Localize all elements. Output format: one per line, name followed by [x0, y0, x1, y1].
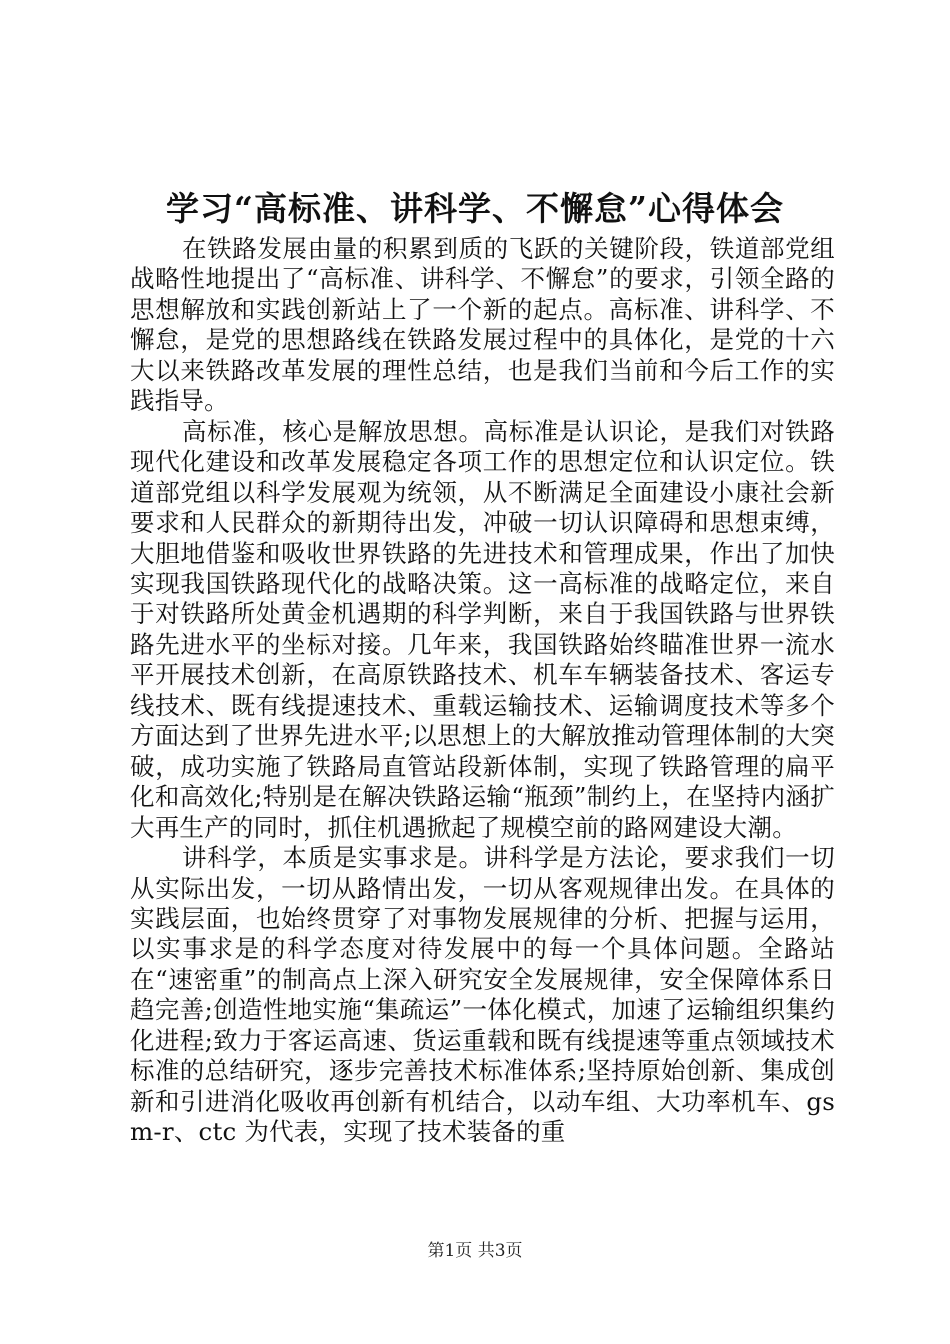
document-title: 学习“高标准、讲科学、不懈怠”心得体会	[166, 189, 784, 228]
paragraph-high-standard: 高标准，核心是解放思想。高标准是认识论，是我们对铁路现代化建设和改革发展稳定各项工作的思想定位和认识定位。铁道部党组以科学发展观为统领，从不断满足全面建设小康社会新要求和人民群众的新期待出发，冲破一切认识障碍和思想束缚，大胆地借鉴和吸收世界铁路的先进技术和管理成果，作出了加快实现我国铁路现代化的战略决策。这一高标准的战略定位，来自于对铁路所处黄金机遇期的科学判断，来自于我国铁路与世界铁路先进水平的坐标对接。几年来，我国铁路始终瞄准世界一流水平开展技术创新，在高原铁路技术、机车车辆装备技术、客运专线技术、既有线提速技术、重载运输技术、运输调度技术等多个方面达到了世界先进水平;以思想上的大解放推动管理体制的大突破，成功实施了铁路局直管站段新体制，实现了铁路管理的扁平化和高效化;特别是在解决铁路运输“瓶颈”制约上，在坚持内涵扩大再生产的同时，抓住机遇掀起了规模空前的路网建设大潮。	[130, 416, 835, 842]
paragraph-intro: 在铁路发展由量的积累到质的飞跃的关键阶段，铁道部党组战略性地提出了“高标准、讲科学、不懈怠”的要求，引领全路的思想解放和实践创新站上了一个新的起点。高标准、讲科学、不懈怠，是党的思想路线在铁路发展过程中的具体化，是党的十六大以来铁路改革发展的理性总结，也是我们当前和今后工作的实践指导。	[130, 234, 835, 416]
paragraph-science: 讲科学，本质是实事求是。讲科学是方法论，要求我们一切从实际出发，一切从路情出发，一切从客观规律出发。在具体的实践层面，也始终贯穿了对事物发展规律的分析、把握与运用，以实事求是的科学态度对待发展中的每一个具体问题。全路站在“速密重”的制高点上深入研究安全发展规律，安全保障体系日趋完善;创造性地实施“集疏运”一体化模式，加速了运输组织集约化进程;致力于客运高速、货运重载和既有线提速等重点领域技术标准的总结研究，逐步完善技术标准体系;坚持原始创新、集成创新和引进消化吸收再创新有机结合，以动车组、大功率机车、gsm-r、ctc 为代表，实现了技术装备的重	[130, 843, 835, 1147]
page-footer: 第1页 共3页	[427, 1241, 523, 1261]
document-body	[130, 234, 835, 1148]
